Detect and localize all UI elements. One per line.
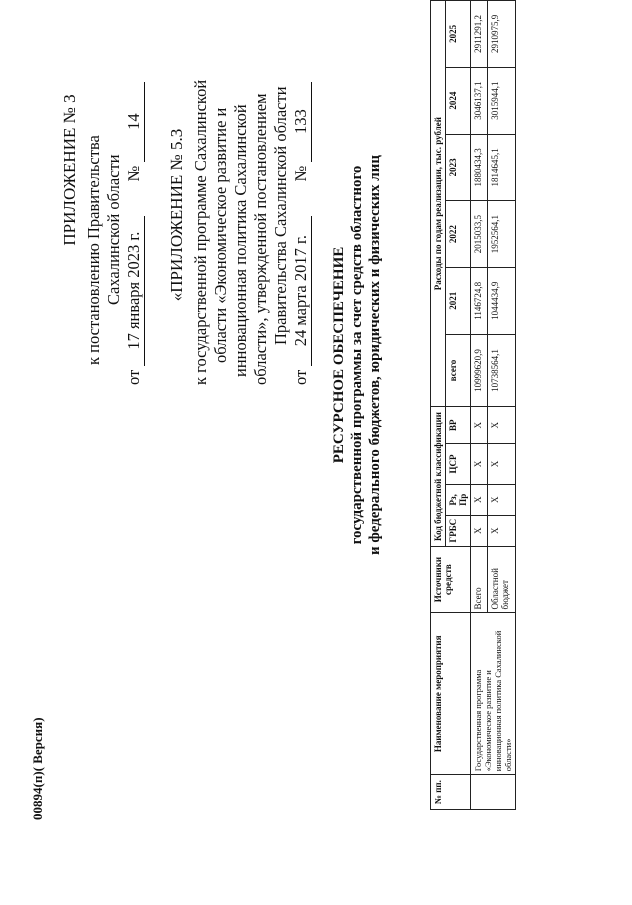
prev-appendix-line2: области «Экономическое развитие и (211, 107, 230, 363)
prev-appendix-line4: области», утвержденной постановлением (251, 93, 270, 385)
col-total: всего (446, 334, 471, 407)
heading-line1: РЕСУРСНОЕ ОБЕСПЕЧЕНИЕ (331, 246, 347, 464)
heading-line3: и федерального бюджетов, юридических и физических лиц (367, 155, 383, 556)
rzpr-cell: Х (471, 484, 488, 515)
prev-appendix-line5: Правительства Сахалинской области (271, 86, 290, 345)
col-expenses: Расходы по годам реализации, тыс. рублей (431, 1, 446, 407)
grbs-cell: Х (471, 515, 488, 546)
y2024-cell: 3015944,1 (487, 67, 515, 134)
col-2024: 2024 (446, 67, 471, 134)
rzpr-cell: Х (487, 484, 515, 515)
col-csr: ЦСР (446, 444, 471, 485)
total-cell: 10999620,9 (471, 334, 488, 407)
appendix-title: ПРИЛОЖЕНИЕ № 3 (60, 94, 79, 246)
prev-appendix-title: «ПРИЛОЖЕНИЕ № 5.3 (167, 128, 186, 302)
col-source: Источники средств (431, 546, 471, 613)
appendix-num: 14 (124, 82, 145, 162)
table-row (471, 1, 488, 810)
col-name: Наименование мероприятия (431, 613, 471, 775)
appendix-date-prefix: от (124, 369, 143, 385)
y2021-cell: 1146724,8 (471, 267, 488, 334)
prev-appendix-line3: инновационная политика Сахалинской (231, 104, 250, 377)
appendix-line2: Сахалинской области (104, 154, 123, 305)
resource-table (430, 0, 516, 810)
main-heading (330, 45, 384, 665)
vr-cell: Х (471, 407, 488, 444)
prev-appendix-date-row (291, 5, 312, 385)
footer-version: 00894(п)( Версия) (30, 717, 45, 820)
appendix-line1: к постановлению Правительства (84, 135, 103, 365)
prev-appendix-line1: к государственной программе Сахалинской (191, 79, 210, 385)
col-num: № пп. (431, 775, 471, 810)
appendix-block (60, 5, 312, 385)
prev-appendix-date-prefix: от (291, 369, 310, 385)
y2023-cell: 1880434,3 (471, 134, 488, 201)
grbs-cell: Х (487, 515, 515, 546)
appendix-num-prefix: № (124, 165, 143, 182)
col-grbs: ГРБС (446, 515, 471, 546)
y2021-cell: 1044434,9 (487, 267, 515, 334)
prev-appendix-date: 24 марта 2017 г. (291, 216, 312, 366)
col-2023: 2023 (446, 134, 471, 201)
col-2025: 2025 (446, 1, 471, 68)
y2022-cell: 2015033,5 (471, 201, 488, 268)
y2022-cell: 1952564,1 (487, 201, 515, 268)
col-rzpr: Рз, Пр (446, 484, 471, 515)
vr-cell: Х (487, 407, 515, 444)
appendix-date-row (124, 5, 145, 385)
y2023-cell: 1814645,1 (487, 134, 515, 201)
csr-cell: Х (487, 444, 515, 485)
col-2022: 2022 (446, 201, 471, 268)
source-cell: Всего (471, 546, 488, 613)
source-cell: Областной бюджет (487, 546, 515, 613)
col-vr: ВР (446, 407, 471, 444)
heading-line2: государственной программы за счет средств областного (349, 165, 365, 545)
program-name-cell: Государственная программа «Экономическое развитие и инновационная политика Сахалинской области» (471, 613, 516, 775)
y2025-cell: 2911291,2 (471, 1, 488, 68)
y2025-cell: 2910975,9 (487, 1, 515, 68)
prev-appendix-num-prefix: № (291, 165, 310, 182)
prev-appendix-num: 133 (291, 82, 312, 162)
y2024-cell: 3046137,1 (471, 67, 488, 134)
row-num-cell (471, 775, 516, 810)
appendix-date: 17 января 2023 г. (124, 216, 145, 366)
csr-cell: Х (471, 444, 488, 485)
col-2021: 2021 (446, 267, 471, 334)
total-cell: 10738564,1 (487, 334, 515, 407)
col-code: Код бюджетной классификации (431, 407, 446, 546)
